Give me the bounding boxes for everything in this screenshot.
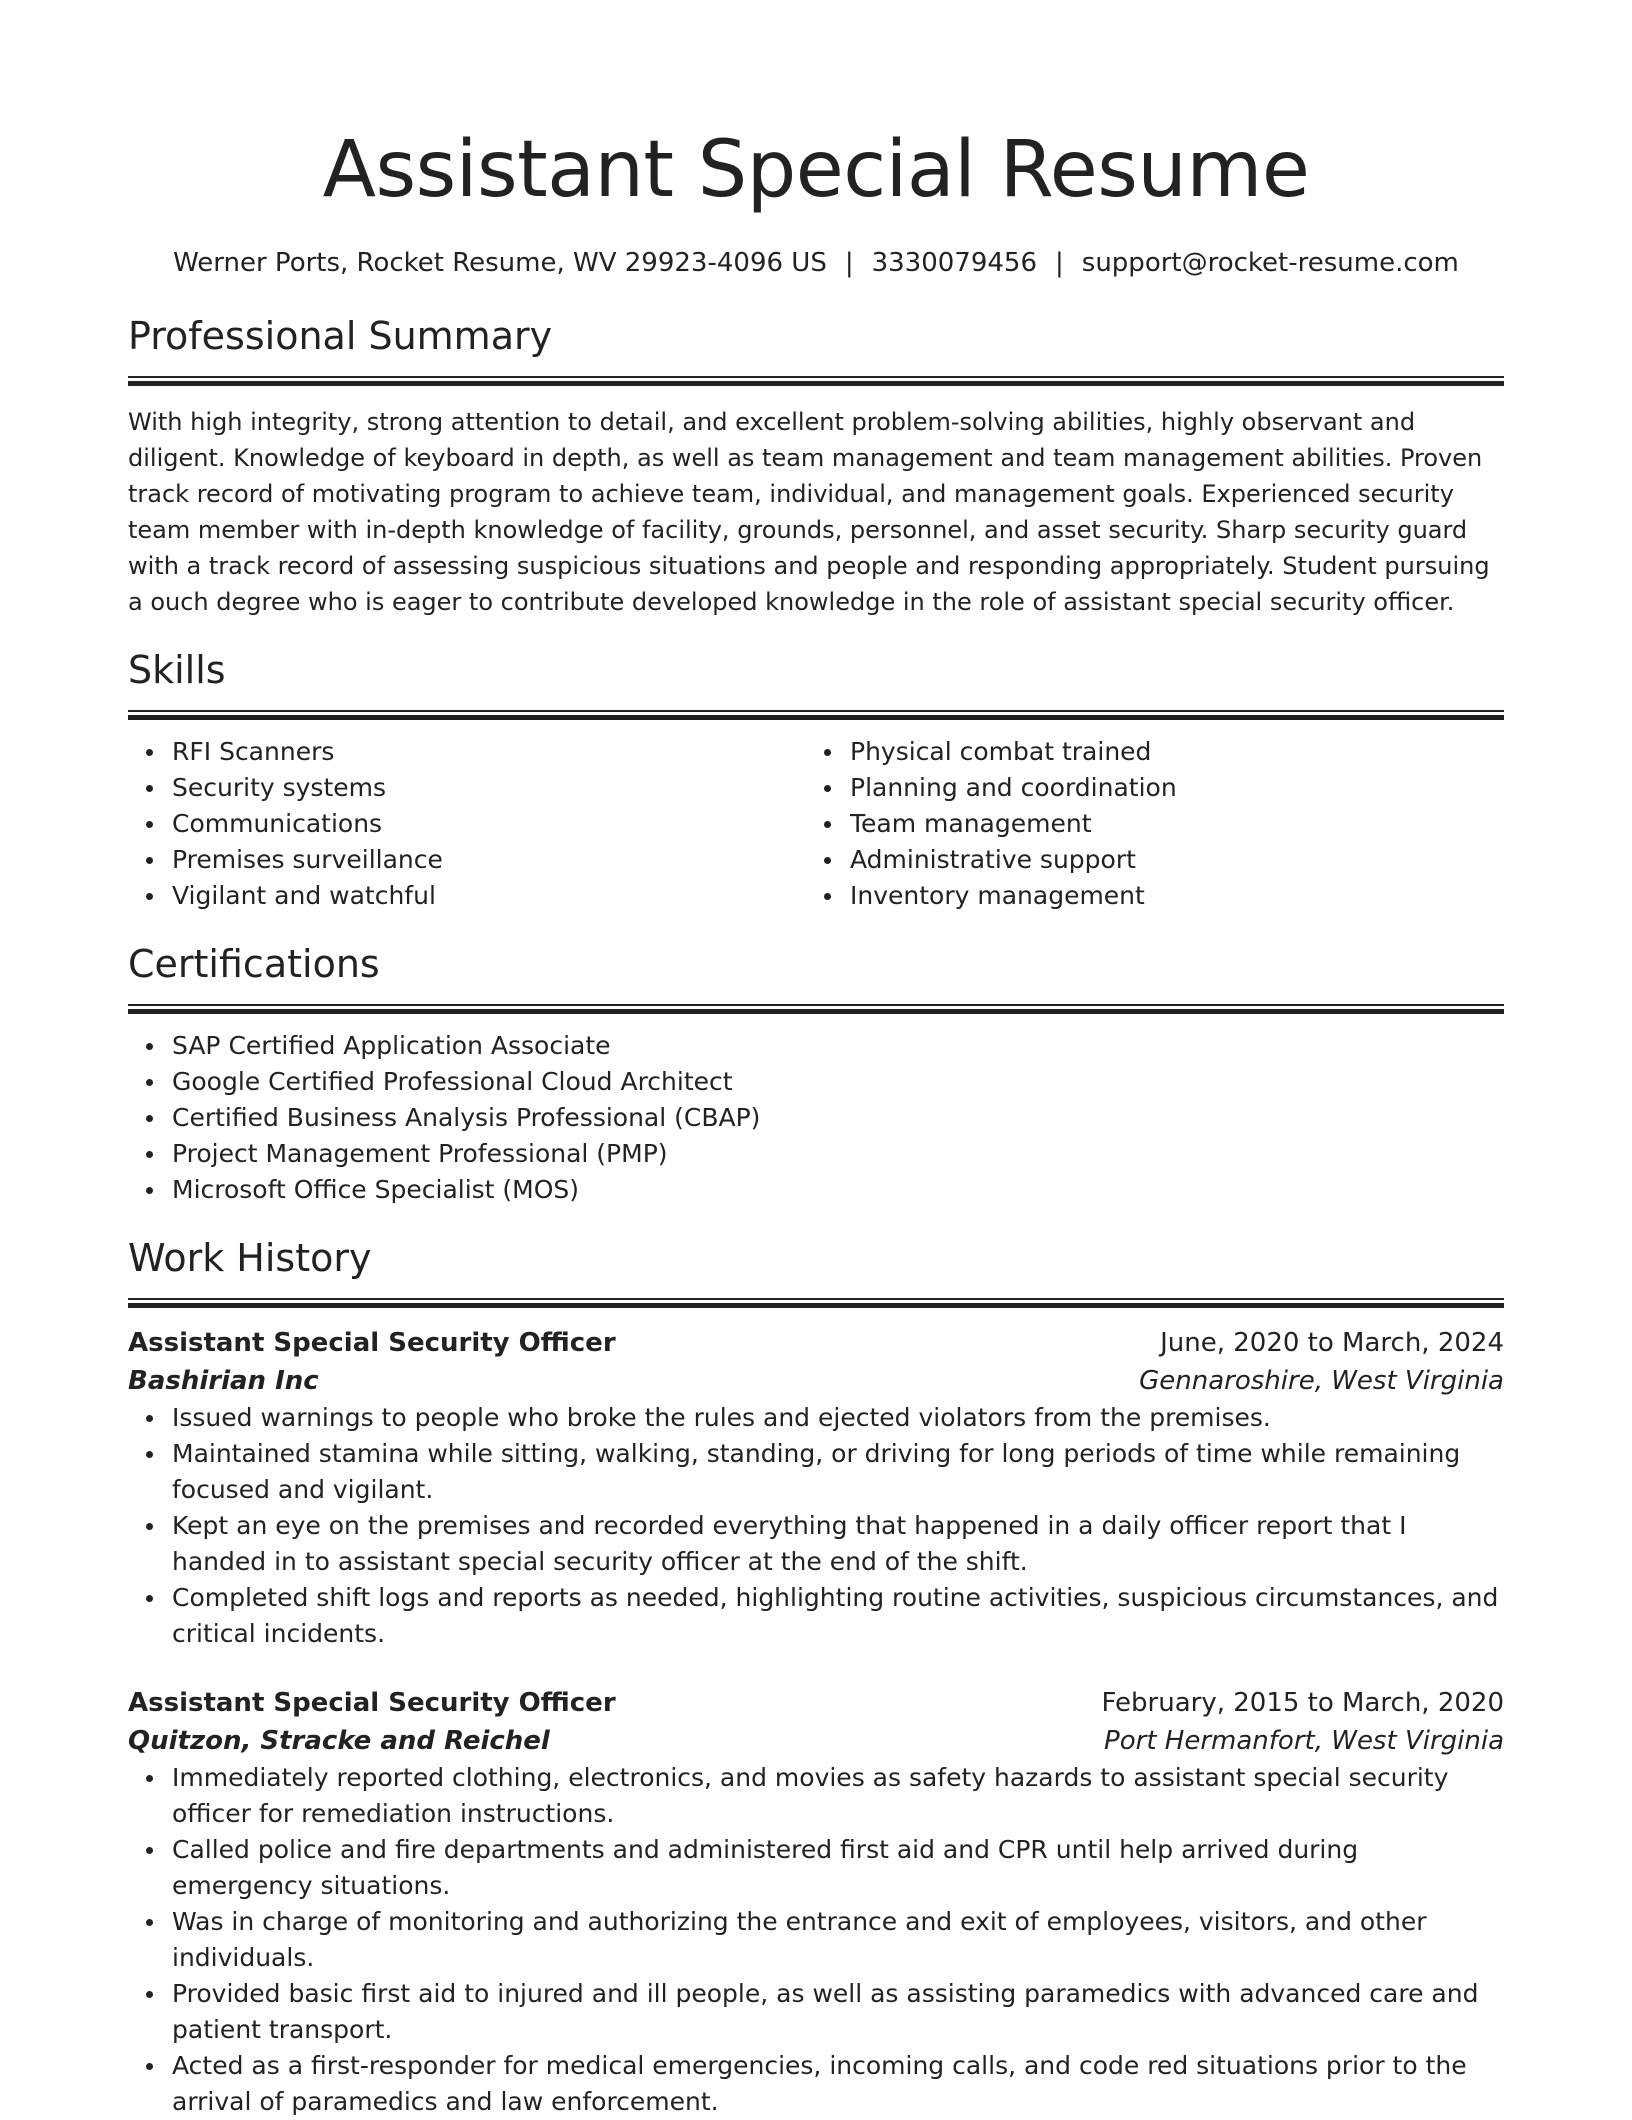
skill-item: Team management <box>850 806 1484 842</box>
skill-item: Physical combat trained <box>850 734 1484 770</box>
contact-address: Werner Ports, Rocket Resume, WV 29923-4096 US <box>173 248 827 278</box>
skill-item: Vigilant and watchful <box>172 878 806 914</box>
contact-email: support@rocket-resume.com <box>1081 248 1459 278</box>
certifications-list <box>128 1028 1504 1208</box>
skill-item: Administrative support <box>850 842 1484 878</box>
summary-text: With high integrity, strong attention to detail, and excellent problem-solving abilities, highly observant and diligent. Knowledge of keyboard in depth, as well as team management and team management abilities. Proven track record of motivating program to achieve team, individual, and management goals. Experienced security team member with in-depth knowledge of facility, grounds, personnel, and asset security. Sharp security guard with a track record of assessing suspicious situations and people and responding appropriately. Student pursuing a ouch degree who is eager to contribute developed knowledge in the role of assistant special security officer. <box>128 408 1490 616</box>
job-header <box>128 1324 1504 1362</box>
certification-item: SAP Certified Application Associate <box>172 1028 1504 1064</box>
job-duty: Called police and fire departments and administered first aid and CPR until help arrived during emergency situations. <box>172 1832 1504 1904</box>
certification-item: Project Management Professional (PMP) <box>172 1136 1504 1172</box>
resume-title: Assistant Special Resume <box>322 125 1310 215</box>
skills-column-right <box>806 734 1484 914</box>
resume-page <box>128 0 1504 2120</box>
job-entry <box>128 1684 1504 2120</box>
summary-heading: Professional Summary <box>128 314 553 358</box>
summary-section <box>128 312 1504 620</box>
skill-item: Inventory management <box>850 878 1484 914</box>
job-location: Port Hermanfort, West Virginia <box>1104 1726 1504 1756</box>
contact-separator: | <box>1055 248 1064 278</box>
skill-item: Communications <box>172 806 806 842</box>
skill-item: RFI Scanners <box>172 734 806 770</box>
section-divider <box>128 1298 1504 1308</box>
job-duty: Provided basic first aid to injured and ill people, as well as assisting paramedics with advanced care and patient transport. <box>172 1976 1504 2048</box>
section-divider <box>128 1004 1504 1014</box>
skills-heading: Skills <box>128 648 226 692</box>
job-subheader <box>128 1362 1504 1400</box>
job-company: Bashirian Inc <box>128 1366 319 1396</box>
skills-grid <box>128 734 1504 914</box>
skills-section <box>128 646 1504 914</box>
contact-separator: | <box>844 248 854 278</box>
contact-phone: 3330079456 <box>871 248 1038 278</box>
job-duty: Acted as a first-responder for medical emergencies, incoming calls, and code red situations prior to the arrival of paramedics and law enforcement. <box>172 2048 1504 2120</box>
certification-item: Google Certified Professional Cloud Architect <box>172 1064 1504 1100</box>
job-duty: Completed shift logs and reports as needed, highlighting routine activities, suspicious circumstances, and critical incidents. <box>172 1580 1504 1652</box>
contact-line <box>128 246 1504 280</box>
work-history-section <box>128 1234 1504 2120</box>
job-subheader <box>128 1722 1504 1760</box>
certification-item: Certified Business Analysis Professional (CBAP) <box>172 1100 1504 1136</box>
certifications-heading: Certifications <box>128 942 380 986</box>
job-company: Quitzon, Stracke and Reichel <box>128 1726 550 1756</box>
job-duty: Immediately reported clothing, electronics, and movies as safety hazards to assistant special security officer for remediation instructions. <box>172 1760 1504 1832</box>
job-dates: June, 2020 to March, 2024 <box>1160 1328 1504 1358</box>
job-title: Assistant Special Security Officer <box>128 1328 616 1358</box>
job-title: Assistant Special Security Officer <box>128 1688 616 1718</box>
job-location: Gennaroshire, West Virginia <box>1139 1366 1504 1396</box>
skill-item: Premises surveillance <box>172 842 806 878</box>
job-duties <box>128 1400 1504 1652</box>
job-duty: Maintained stamina while sitting, walking, standing, or driving for long periods of time while remaining focused and vigilant. <box>172 1436 1504 1508</box>
skill-item: Security systems <box>172 770 806 806</box>
job-duty: Was in charge of monitoring and authorizing the entrance and exit of employees, visitors, and other individuals. <box>172 1904 1504 1976</box>
section-divider <box>128 376 1504 386</box>
work-history-heading: Work History <box>128 1236 372 1280</box>
job-duty: Kept an eye on the premises and recorded everything that happened in a daily officer report that I handed in to assistant special security officer at the end of the shift. <box>172 1508 1504 1580</box>
skill-item: Planning and coordination <box>850 770 1484 806</box>
job-header <box>128 1684 1504 1722</box>
section-divider <box>128 710 1504 720</box>
job-dates: February, 2015 to March, 2020 <box>1101 1688 1504 1718</box>
skills-column-left <box>128 734 806 914</box>
job-duties <box>128 1760 1504 2120</box>
job-entry <box>128 1324 1504 1652</box>
certification-item: Microsoft Office Specialist (MOS) <box>172 1172 1504 1208</box>
certifications-section <box>128 940 1504 1208</box>
job-duty: Issued warnings to people who broke the rules and ejected violators from the premises. <box>172 1400 1504 1436</box>
